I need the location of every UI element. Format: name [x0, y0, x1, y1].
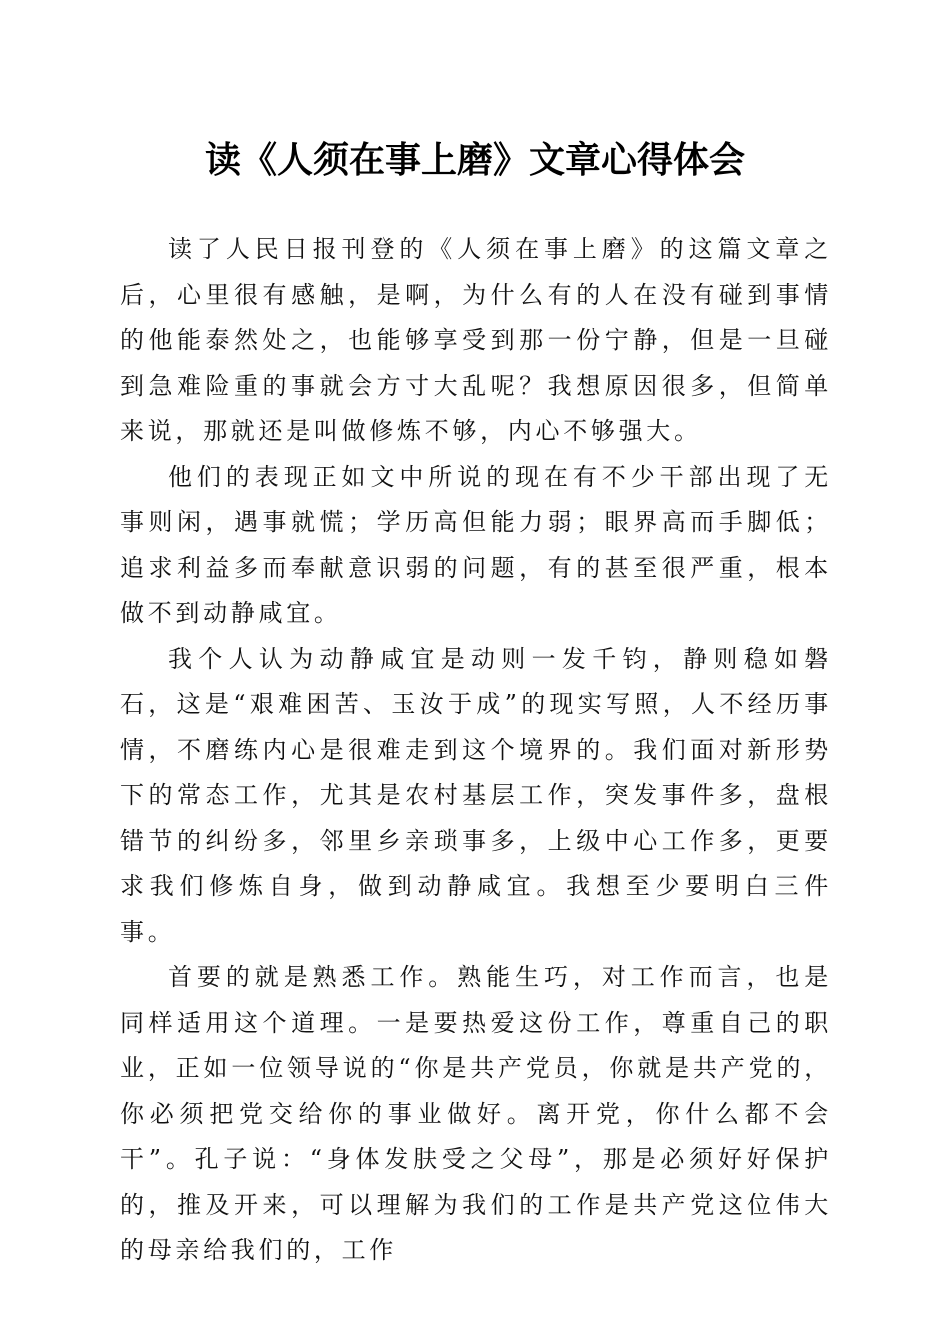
paragraph: 首要的就是熟悉工作。熟能生巧，对工作而言，也是同样适用这个道理。一是要热爱这份工作，尊重自己的职业，正如一位领导说的“你是共产党员，你就是共产党的，你必须把党交给你的事业做好。离开党，你什么都不会干”。孔子说：“身体发肤受之父母”，那是必须好好保护的，推及开来，可以理解为我们的工作是共产党这位伟大的母亲给我们的，工作 [120, 963, 832, 1264]
paragraph: 读了人民日报刊登的《人须在事上磨》的这篇文章之后，心里很有感触，是啊，为什么有的人在没有碰到事情的他能泰然处之，也能够享受到那一份宁静，但是一旦碰到急难险重的事就会方寸大乱呢？我想原因很多，但简单来说，那就还是叫做修炼不够，内心不够强大。 [120, 235, 832, 445]
document-title: 读《人须在事上磨》文章心得体会 [204, 139, 745, 181]
document-body [120, 227, 832, 1274]
paragraph: 我个人认为动静咸宜是动则一发千钧，静则稳如磐石，这是“艰难困苦、玉汝于成”的现实写照，人不经历事情，不磨练内心是很难走到这个境界的。我们面对新形势下的常态工作，尤其是农村基层工作，突发事件多，盘根错节的纠纷多，邻里乡亲琐事多，上级中心工作多，更要求我们修炼自身，做到动静咸宜。我想至少要明白三件事。 [120, 644, 832, 946]
paragraph: 他们的表现正如文中所说的现在有不少干部出现了无事则闲，遇事就慌；学历高但能力弱；眼界高而手脚低；追求利益多而奉献意识弱的问题，有的甚至很严重，根本做不到动静咸宜。 [120, 462, 832, 627]
